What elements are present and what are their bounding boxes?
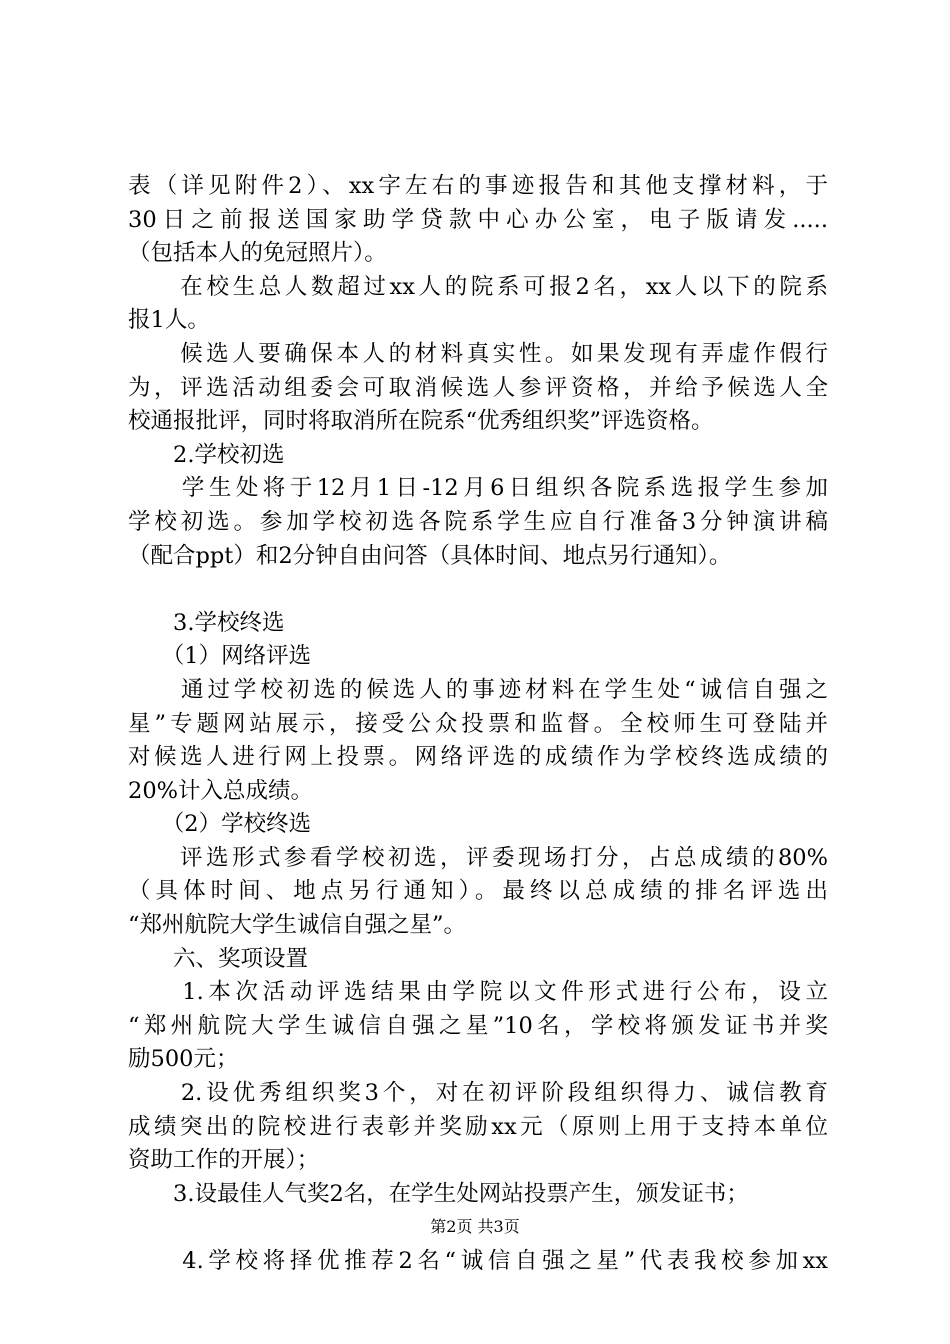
text-line: 励500元；: [128, 1046, 239, 1073]
text-line: （具体时间、地点另行通知）。最终以总成绩的排名评选出: [128, 878, 828, 905]
subsection-heading: （1）网络评选: [128, 643, 312, 670]
text-line: 为，评选活动组委会可取消候选人参评资格，并给予候选人全: [128, 374, 828, 401]
text-line: 对候选人进行网上投票。网络评选的成绩作为学校终选成绩的: [128, 744, 828, 771]
text-line: 报1人。: [128, 307, 210, 334]
text-line: （包括本人的免冠照片）。: [128, 240, 387, 267]
page-footer: 第2页 共3页: [430, 1217, 520, 1236]
text-line: 学生处将于12月1日-12月6日组织各院系选报学生参加: [128, 475, 828, 502]
section-heading: 六、奖项设置: [128, 945, 309, 972]
blank-line: [128, 573, 828, 607]
text-line: 校通报批评，同时将取消所在院系“优秀组织奖”评选资格。: [128, 408, 714, 435]
text-line: 候选人要确保本人的材料真实性。如果发现有弄虚作假行: [128, 340, 828, 367]
text-line: 1.本次活动评选结果由学院以文件形式进行公布，设立: [128, 979, 828, 1006]
text-line: “郑州航院大学生诚信自强之星”。: [128, 912, 467, 939]
text-line: 评选形式参看学校初选，评委现场打分，占总成绩的80%: [128, 844, 828, 871]
text-line: 星”专题网站展示，接受公众投票和监督。全校师生可登陆并: [128, 710, 828, 737]
section-heading: 3.学校终选: [128, 609, 285, 636]
subsection-heading: （2）学校终选: [128, 811, 312, 838]
document-body: [128, 170, 828, 1279]
text-line: 学校初选。参加学校初选各院系学生应自行准备3分钟演讲稿: [128, 508, 828, 535]
text-line: 在校生总人数超过xx人的院系可报2名，xx人以下的院系: [128, 273, 828, 300]
text-line: “郑州航院大学生诚信自强之星”10名，学校将颁发证书并奖: [128, 1012, 828, 1039]
text-line: 4.学校将择优推荐2名“诚信自强之星”代表我校参加xx: [128, 1248, 828, 1274]
text-line: 资助工作的开展）；: [128, 1147, 320, 1174]
text-line: 30日之前报送国家助学贷款中心办公室，电子版请发.....: [128, 206, 828, 233]
section-heading: 2.学校初选: [128, 441, 285, 468]
text-line: 3.设最佳人气奖2名，在学生处网站投票产生，颁发证书；: [128, 1180, 749, 1207]
text-line: 表（详见附件2）、xx字左右的事迹报告和其他支撑材料，于: [128, 173, 828, 199]
text-line: （配合ppt）和2分钟自由问答（具体时间、地点另行通知）。: [128, 542, 732, 569]
text-line: 通过学校初选的候选人的事迹材料在学生处“诚信自强之: [128, 676, 828, 703]
text-line: 2.设优秀组织奖3个，对在初评阶段组织得力、诚信教育: [128, 1080, 828, 1107]
text-line: 成绩突出的院校进行表彰并奖励xx元（原则上用于支持本单位: [128, 1113, 828, 1140]
text-line: 20%计入总成绩。: [128, 777, 314, 804]
